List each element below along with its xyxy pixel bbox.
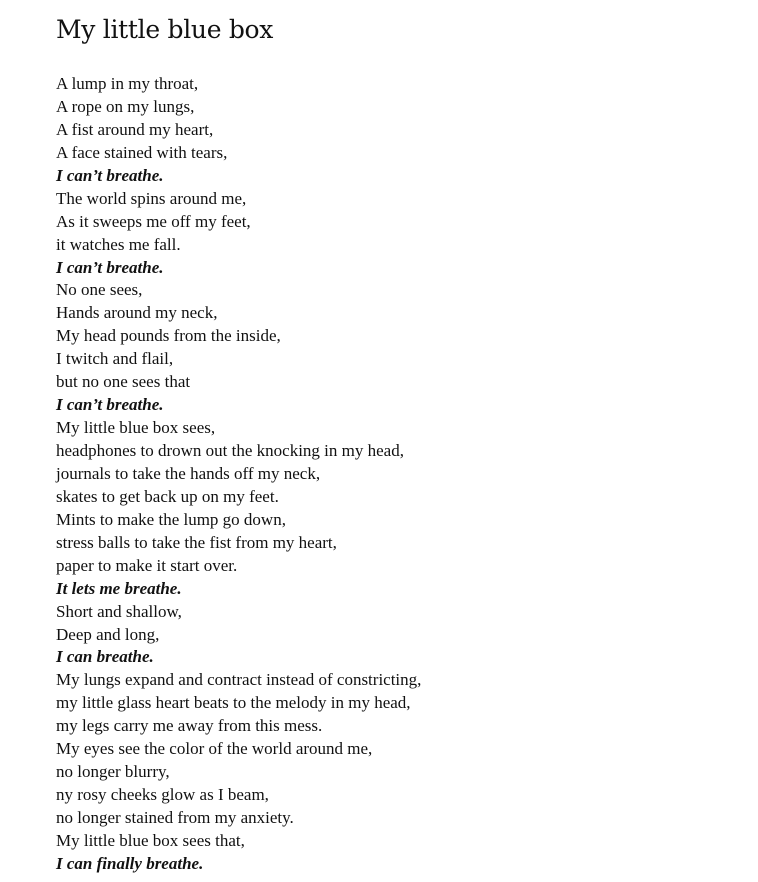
poem-line: My lungs expand and contract instead of constricting, <box>56 670 422 690</box>
poem-line: Deep and long, <box>56 624 160 644</box>
poem-refrain-line: It lets me breathe. <box>56 578 182 598</box>
poem-line: My little blue box sees that, <box>56 830 245 850</box>
poem-line: journals to take the hands off my neck, <box>56 463 321 483</box>
poem-refrain-line: I can finally breathe. <box>56 853 204 873</box>
poem-line: A fist around my heart, <box>56 119 214 139</box>
document-page <box>56 12 736 876</box>
poem-line: A rope on my lungs, <box>56 96 195 116</box>
poem-line: skates to get back up on my feet. <box>56 486 279 506</box>
poem-line: headphones to drown out the knocking in my head, <box>56 441 404 460</box>
poem-title: My little blue box <box>56 15 274 44</box>
poem-line: My head pounds from the inside, <box>56 326 281 346</box>
poem-line: My little blue box sees, <box>56 418 216 438</box>
poem-line: The world spins around me, <box>56 188 247 208</box>
poem-line: As it sweeps me off my feet, <box>56 211 251 231</box>
poem-line: Mints to make the lump go down, <box>56 509 286 529</box>
poem-line: but no one sees that <box>56 372 191 392</box>
poem-line: it watches me fall. <box>56 234 181 254</box>
poem-refrain-line: I can’t breathe. <box>56 395 164 415</box>
poem-refrain-line: I can breathe. <box>56 647 154 667</box>
poem-line: My eyes see the color of the world around me, <box>56 739 373 759</box>
poem-line: paper to make it start over. <box>56 555 238 575</box>
poem-line: No one sees, <box>56 280 143 300</box>
poem-line: my legs carry me away from this mess. <box>56 716 323 736</box>
poem-line: my little glass heart beats to the melody in my head, <box>56 693 411 713</box>
poem-body <box>56 73 736 876</box>
poem-line: I twitch and flail, <box>56 349 174 369</box>
poem-line: A face stained with tears, <box>56 142 228 162</box>
poem-line: stress balls to take the fist from my heart, <box>56 532 337 552</box>
poem-refrain-line: I can’t breathe. <box>56 165 164 185</box>
poem-line: ny rosy cheeks glow as I beam, <box>56 785 269 805</box>
poem-line: Hands around my neck, <box>56 303 218 323</box>
poem-line: A lump in my throat, <box>56 74 199 93</box>
poem-line: no longer stained from my anxiety. <box>56 808 294 827</box>
poem-line: no longer blurry, <box>56 762 170 782</box>
poem-refrain-line: I can’t breathe. <box>56 257 164 277</box>
poem-line: Short and shallow, <box>56 601 182 621</box>
